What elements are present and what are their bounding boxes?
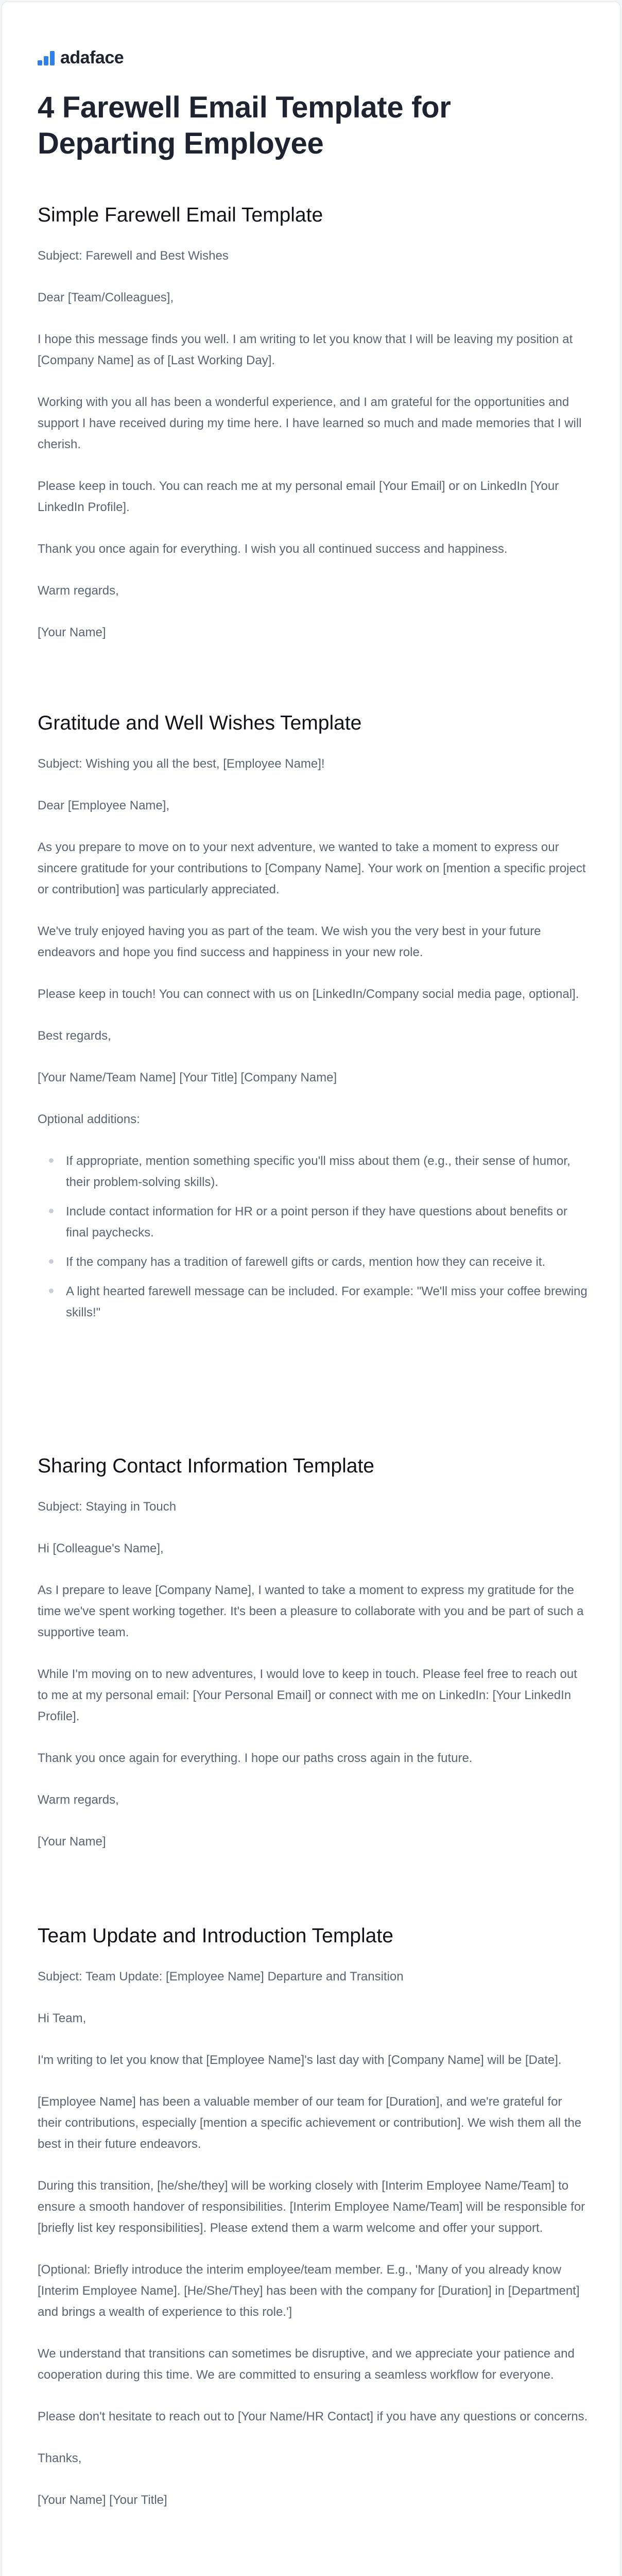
email-paragraph: Thank you once again for everything. I hope our paths cross again in the future. — [38, 1751, 473, 1765]
email-signature: [Your Name/Team Name] [Your Title] [Company Name] — [38, 1071, 337, 1084]
email-subject: Subject: Wishing you all the best, [Employee Name]! — [38, 757, 325, 771]
email-paragraph: I hope this message finds you well. I am writing to let you know that I will be leaving my position at [Company Name] as of [Last Working Day]. — [38, 332, 573, 367]
email-signoff: Warm regards, — [38, 584, 119, 598]
section-contact-info — [38, 1454, 589, 1873]
email-subject: Subject: Staying in Touch — [38, 1500, 177, 1514]
section-team-update — [38, 1924, 589, 2531]
adaface-logo-icon — [38, 50, 55, 65]
section-heading: Simple Farewell Email Template — [38, 204, 323, 226]
email-paragraph: We've truly enjoyed having you as part of the team. We wish you the very best in your future endeavors and hope you find success and happiness in your new role. — [38, 924, 541, 959]
email-signoff: Warm regards, — [38, 1793, 119, 1807]
email-signoff: Best regards, — [38, 1029, 111, 1043]
email-signature: [Your Name] — [38, 1835, 106, 1849]
list-item: If appropriate, mention something specific you'll miss about them (e.g., their sense of humor, their problem-solving skills). — [66, 1150, 589, 1193]
email-paragraph: Working with you all has been a wonderful experience, and I am grateful for the opportunities and support I have received during my time here. I have learned so much and made memories that I will cherish. — [38, 395, 582, 451]
email-paragraph: Please keep in touch. You can reach me at my personal email [Your Email] or on LinkedIn [Your LinkedIn Profile]. — [38, 479, 559, 514]
email-paragraph: As you prepare to move on to your next adventure, we wanted to take a moment to express our sincere gratitude for your contributions to [Company Name]. Your work on [mention a specific project or contribution] was particularly appreciated. — [38, 840, 586, 896]
optional-additions-label: Optional additions: — [38, 1112, 140, 1126]
section-gratitude — [38, 711, 589, 1344]
email-paragraph: Please keep in touch! You can connect with us on [LinkedIn/Company social media page, optional]. — [38, 987, 579, 1001]
email-paragraph: We understand that transitions can sometimes be disruptive, and we appreciate your patience and cooperation during this time. We are committed to ensuring a seamless workflow for everyone. — [38, 2347, 575, 2382]
list-item: Include contact information for HR or a point person if they have questions about benefits or final paychecks. — [66, 1201, 589, 1243]
email-greeting: Dear [Employee Name], — [38, 799, 170, 812]
section-heading: Sharing Contact Information Template — [38, 1455, 374, 1477]
email-greeting: Dear [Team/Colleagues], — [38, 291, 174, 304]
page-card — [2, 2, 620, 2576]
section-heading: Gratitude and Well Wishes Template — [38, 712, 362, 734]
section-simple-farewell — [38, 203, 589, 664]
brand-logo[interactable] — [38, 46, 124, 69]
email-paragraph: [Optional: Briefly introduce the interim employee/team member. E.g., 'Many of you already know [Interim Employee Name]. [He/She/They] has been with the company for [Duration] in [Department] and brings a wealth of experience to this role.'] — [38, 2263, 580, 2319]
email-signature: [Your Name] [Your Title] — [38, 2493, 167, 2507]
list-item: A light hearted farewell message can be included. For example: "We'll miss your coffee brewing skills!" — [66, 1281, 589, 1323]
email-subject: Subject: Team Update: [Employee Name] Departure and Transition — [38, 1970, 404, 1984]
email-subject: Subject: Farewell and Best Wishes — [38, 249, 229, 263]
email-paragraph: During this transition, [he/she/they] will be working closely with [Interim Employee Name/Team] to ensure a smooth handover of responsibilities. [Interim Employee Name/Team] will be responsible for [briefly list key responsibilities]. Please extend them a warm welcome and offer your support. — [38, 2179, 585, 2235]
email-paragraph: Please don't hesitate to reach out to [Your Name/HR Contact] if you have any questions or concerns. — [38, 2410, 588, 2424]
email-greeting: Hi [Colleague's Name], — [38, 1541, 164, 1555]
optional-additions-list — [66, 1150, 589, 1323]
email-signature: [Your Name] — [38, 625, 106, 639]
email-paragraph: Thank you once again for everything. I wish you all continued success and happiness. — [38, 542, 508, 556]
page-title: 4 Farewell Email Template for Departing Employee — [38, 91, 451, 160]
email-paragraph: [Employee Name] has been a valuable member of our team for [Duration], and we're grateful for their contributions, especially [mention a specific achievement or contribution]. We wish them all the best in their future endeavors. — [38, 2095, 582, 2151]
list-item: If the company has a tradition of farewell gifts or cards, mention how they can receive it. — [66, 1251, 589, 1273]
email-paragraph: While I'm moving on to new adventures, I would love to keep in touch. Please feel free to reach out to me at my personal email: [Your Personal Email] or connect with me on LinkedIn: [Your LinkedIn Profile]. — [38, 1667, 577, 1723]
brand-name: adaface — [60, 47, 124, 67]
email-signoff: Thanks, — [38, 2451, 82, 2465]
email-paragraph: As I prepare to leave [Company Name], I wanted to take a moment to express my gratitude for the time we've spent working together. It's been a pleasure to collaborate with you and be part of such a supportive team. — [38, 1583, 584, 1639]
email-greeting: Hi Team, — [38, 2011, 87, 2025]
section-heading: Team Update and Introduction Template — [38, 1925, 393, 1947]
email-paragraph: I'm writing to let you know that [Employee Name]'s last day with [Company Name] will be [Date]. — [38, 2053, 562, 2067]
